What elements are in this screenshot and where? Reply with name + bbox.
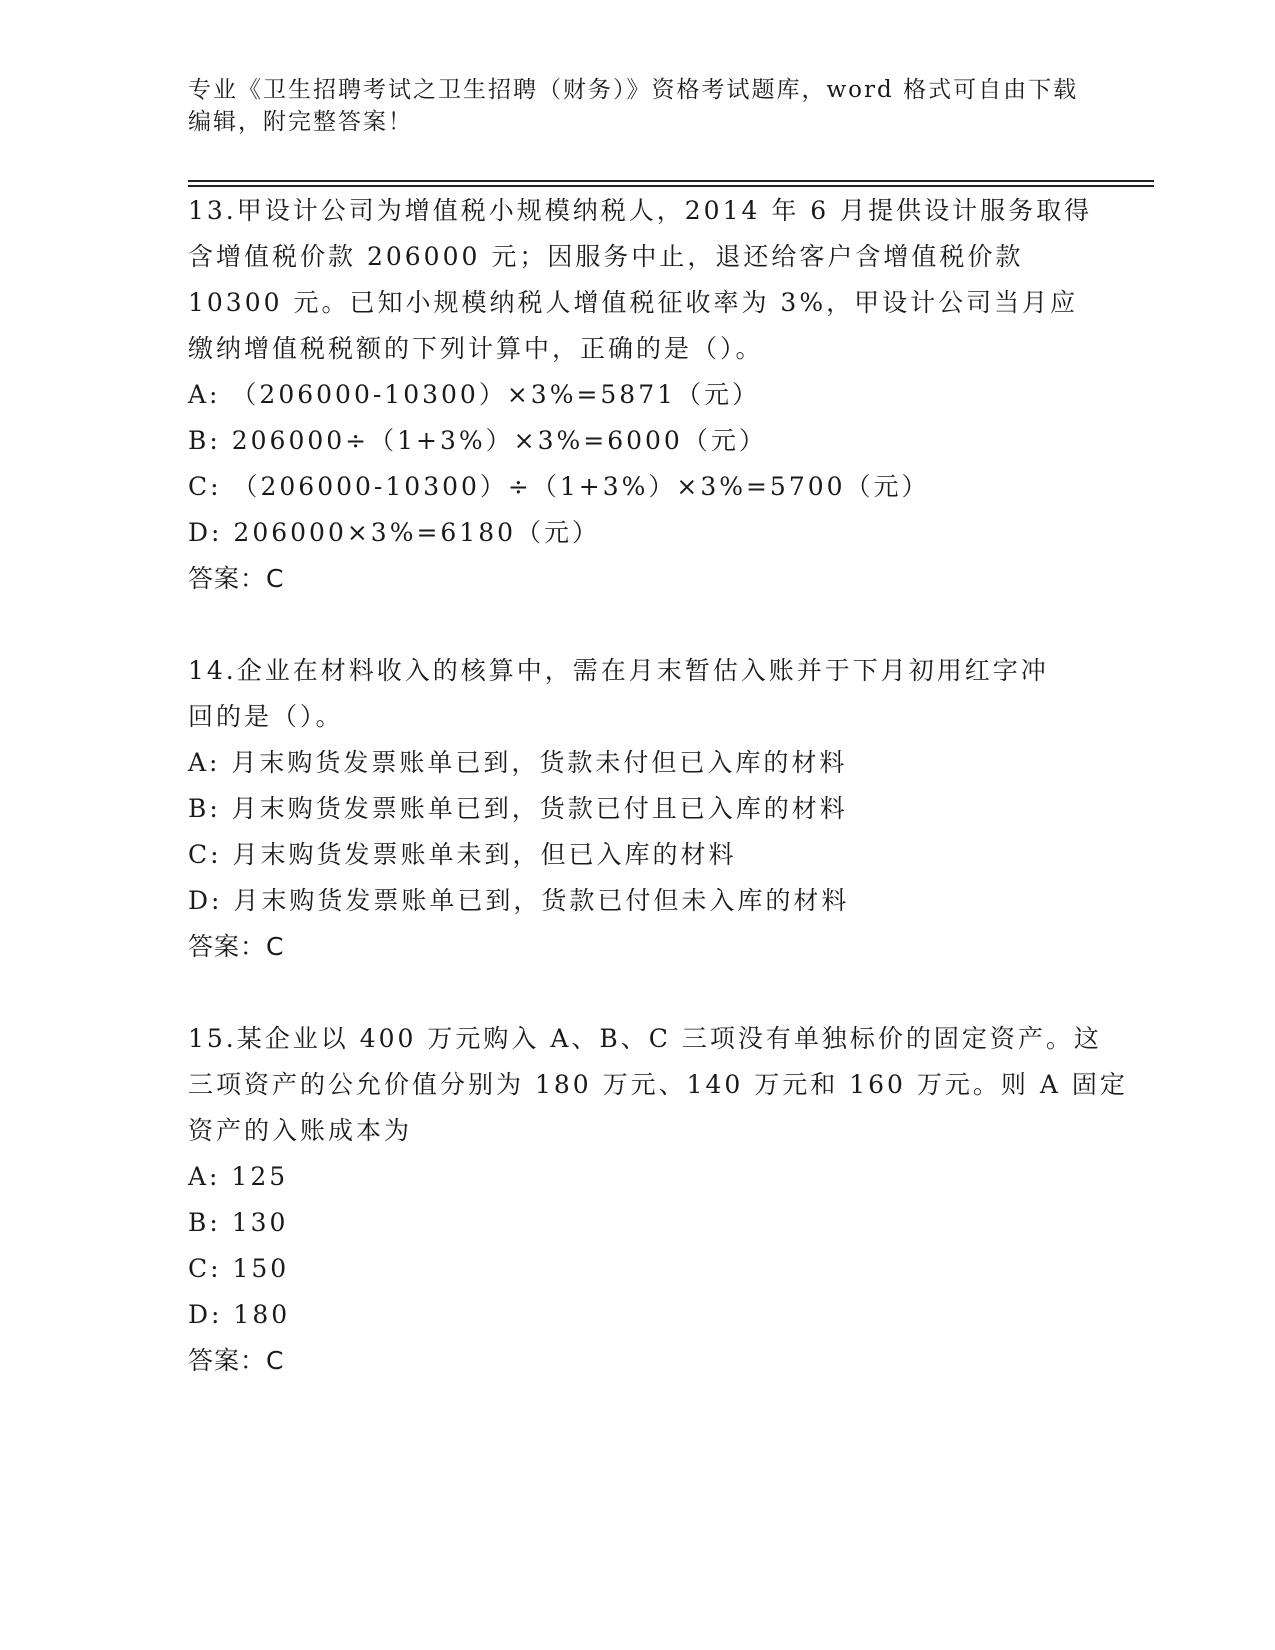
question-text-line: 资产的入账成本为 [188, 1116, 413, 1145]
option-b: B: 130 [188, 1208, 289, 1237]
option-a: A: 125 [188, 1162, 289, 1191]
question-15 [188, 1016, 1128, 1384]
question-text-line: 15.某企业以 400 万元购入 A、B、C 三项没有单独标价的固定资产。这 [188, 1024, 1102, 1053]
option-d: D: 180 [188, 1300, 291, 1329]
option-b: B: 月末购货发票账单已到，货款已付且已入库的材料 [188, 794, 848, 823]
question-text-line: 10300 元。已知小规模纳税人增值税征收率为 3%，甲设计公司当月应 [188, 288, 1079, 317]
option-d: D: 月末购货发票账单已到，货款已付但未入库的材料 [188, 886, 850, 915]
question-text-line: 13.甲设计公司为增值税小规模纳税人，2014 年 6 月提供设计服务取得 [188, 196, 1093, 225]
question-text-line: 回的是（）。 [188, 702, 344, 731]
option-c: C: （206000-10300）÷（1+3%）×3%=5700（元） [188, 472, 930, 501]
header-line-2: 编辑，附完整答案！ [188, 109, 413, 135]
option-d: D: 206000×3%=6180（元） [188, 518, 601, 547]
header-divider-top [188, 180, 1154, 182]
question-text-line: 含增值税价款 206000 元；因服务中止，退还给客户含增值税价款 [188, 242, 1024, 271]
option-b: B: 206000÷（1+3%）×3%=6000（元） [188, 426, 767, 455]
question-text-line: 缴纳增值税税额的下列计算中，正确的是（）。 [188, 334, 764, 363]
document-header [188, 74, 1088, 138]
option-a: A: （206000-10300）×3%=5871（元） [188, 380, 761, 409]
question-list [188, 188, 1128, 1384]
answer: 答案：C [188, 564, 285, 593]
header-divider-bottom [188, 185, 1154, 187]
option-c: C: 月末购货发票账单未到，但已入库的材料 [188, 840, 737, 869]
question-13 [188, 188, 1118, 602]
question-text-line: 14.企业在材料收入的核算中，需在月末暂估入账并于下月初用红字冲 [188, 656, 1049, 685]
question-spacer [188, 970, 1118, 1016]
header-line-1: 专业《卫生招聘考试之卫生招聘（财务）》资格考试题库，word 格式可自由下载 [188, 77, 1079, 103]
answer: 答案：C [188, 1346, 285, 1375]
option-c: C: 150 [188, 1254, 290, 1283]
question-14 [188, 648, 1118, 970]
answer: 答案：C [188, 932, 285, 961]
option-a: A: 月末购货发票账单已到，货款未付但已入库的材料 [188, 748, 848, 777]
question-spacer [188, 602, 1118, 648]
question-text-line: 三项资产的公允价值分别为 180 万元、140 万元和 160 万元。则 A 固定 [188, 1070, 1128, 1099]
